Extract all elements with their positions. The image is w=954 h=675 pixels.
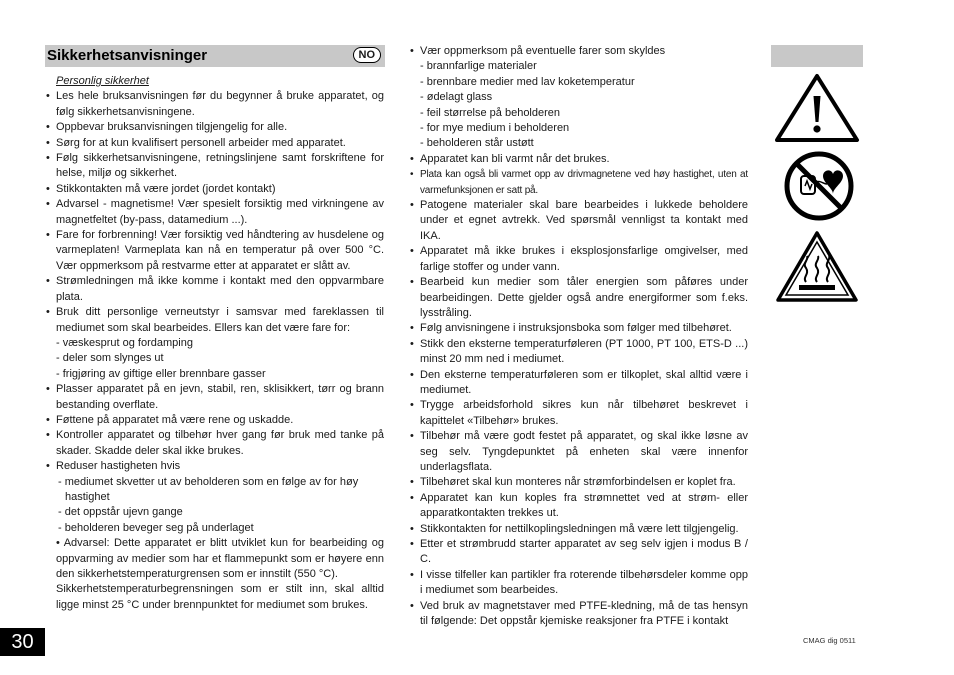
bullet-item: • Les hele bruksanvisningen før du begynner å bruke apparatet, og følg sikkerhetsanvisningene. <box>45 89 384 120</box>
no-pacemaker-icon <box>783 150 855 222</box>
list-item: - frigjøring av giftige eller brennbare gasser <box>56 367 266 380</box>
list-item: - for mye medium i beholderen <box>420 122 570 135</box>
subheading: Personlig sikkerhet <box>56 75 149 87</box>
list-item: - feil størrelse på beholderen <box>420 106 561 119</box>
bullet-item: • Stikk den eksterne temperaturføleren (PT 1000, PT 100, ETS-D ...) minst 20 mm ned i mediumet. <box>409 337 748 368</box>
list-item: hastighet <box>65 490 110 503</box>
right-column <box>409 44 748 629</box>
hot-surface-icon <box>775 230 859 304</box>
warning-icon <box>773 72 861 144</box>
left-column <box>45 74 384 613</box>
section-title: Sikkerhetsanvisninger <box>47 47 208 64</box>
bullet-item: • Følg sikkerhetsanvisningene, retningslinjene samt forskriftene for helse, miljø og sikkerhet. <box>45 151 384 182</box>
bullet-item: • Stikkontakten for nettilkoplingsledningen må være lett tilgjengelig. <box>409 522 748 537</box>
bullet-item: • Reduser hastigheten hvis <box>45 459 384 474</box>
icon-column-header <box>771 45 863 67</box>
bullet-item: • Oppbevar bruksanvisningen tilgjengelig for alle. <box>45 120 384 135</box>
bullet-item: • Kontroller apparatet og tilbehør hver gang før bruk med tanke på skader. Skadde deler skal ikke brukes. <box>45 428 384 459</box>
list-item: - brennbare medier med lav koketemperatur <box>420 75 635 88</box>
bullet-item: • Følg anvisningene i instruksjonsboka som følger med tilbehøret. <box>409 321 748 336</box>
footer-code: CMAG dig 0511 <box>803 636 856 645</box>
bullet-item: • Vær oppmerksom på eventuelle farer som skyldes <box>409 44 748 59</box>
page-number: 30 <box>0 628 45 656</box>
list-item: - deler som slynges ut <box>56 352 164 365</box>
bullet-item: • Plata kan også bli varmet opp av drivmagnetene ved høy hastighet, uten at varmefunksjonen er satt på. <box>409 167 748 198</box>
list-item: - ødelagt glass <box>420 91 493 104</box>
bullet-item: • Den eksterne temperaturføleren som er tilkoplet, skal alltid være i mediumet. <box>409 368 748 399</box>
bullet-item: • Bruk ditt personlige verneutstyr i samsvar med fareklassen til mediumet som skal bearbeides. Ellers kan det være fare for: <box>45 305 384 336</box>
bullet-item: • Advarsel - magnetisme! Vær spesielt forsiktig med virkningene av magnetfeltet (by-pass, datamedium ...). <box>45 197 384 228</box>
bullet-item: • Plasser apparatet på en jevn, stabil, ren, sklisikkert, tørr og brann bestanding overflate. <box>45 382 384 413</box>
list-item: - væskesprut og fordamping <box>56 336 193 349</box>
bullet-item: • Trygge arbeidsforhold sikres kun når tilbehøret beskrevet i kapittelet «Tilbehør» brukes. <box>409 398 748 429</box>
bullet-item: • Tilbehør må være godt festet på apparatet, og skal ikke løsne av seg selv. Tyngdepunktet på enheten skal være innenfor underlagsflata. <box>409 429 748 475</box>
bullet-item: • Stikkontakten må være jordet (jordet kontakt) <box>45 182 384 197</box>
list-item: - mediumet skvetter ut av beholderen som en følge av for høy <box>58 475 359 488</box>
bullet-item: • Ved bruk av magnetstaver med PTFE-kledning, må de tas hensyn til følgende: Det oppstår kjemiske reaksjoner fra PTFE i kontakt <box>409 599 748 630</box>
bullet-item: • Etter et strømbrudd starter apparatet av seg selv igjen i modus B / C. <box>409 537 748 568</box>
list-item: - beholderen står ustøtt <box>420 137 534 150</box>
list-item: - beholderen beveger seg på underlaget <box>58 521 254 534</box>
list-item: • Advarsel: Dette apparatet er blitt utviklet kun for bearbeiding og oppvarming av medier som har et flammepunkt som er høyere enn den sikkerhetstemperaturgrensen som er innstilt (550 °C). <box>56 537 384 580</box>
bullet-item: • Apparatet kan kun koples fra strømnettet ved at strøm- eller apparatkontakten trekkes ut. <box>409 491 748 522</box>
bullet-item: • Sørg for at kun kvalifisert personell arbeider med apparatet. <box>45 136 384 151</box>
language-badge: NO <box>353 47 382 63</box>
bullet-item: • Bearbeid kun medier som tåler energien som påføres under bearbeidingen. Dette gjelder også andre energiformer som f.eks. lysstråling. <box>409 275 748 321</box>
bullet-item: • Fare for forbrenning! Vær forsiktig ved håndtering av husdelene og varmeplaten! Varmeplata kan nå en temperatur på over 500 °C. Vær oppmerksom på restvarme etter at apparatet er slått av. <box>45 228 384 274</box>
bullet-item: • I visse tilfeller kan partikler fra roterende tilbehørsdeler komme opp i mediumet som bearbeides. <box>409 568 748 599</box>
section-header <box>45 45 385 67</box>
list-item: - brannfarlige materialer <box>420 60 537 73</box>
bullet-item: • Føttene på apparatet må være rene og uskadde. <box>45 413 384 428</box>
bullet-item: • Apparatet må ikke brukes i eksplosjonsfarlige omgivelser, med farlige stoffer og under vann. <box>409 244 748 275</box>
bullet-item: • Patogene materialer skal bare bearbeides i lukkede beholdere under et egnet avtrekk. Ved spørsmål vennligst ta kontakt med IKA. <box>409 198 748 244</box>
bullet-item: • Strømledningen må ikke komme i kontakt med den oppvarmbare plata. <box>45 274 384 305</box>
bullet-item: • Apparatet kan bli varmt når det brukes. <box>409 152 748 167</box>
bullet-item: • Tilbehøret skal kun monteres når strømforbindelsen er koplet fra. <box>409 475 748 490</box>
list-item: - det oppstår ujevn gange <box>58 506 183 519</box>
list-item: Sikkerhetstemperaturbegrensningen som er stilt inn, skal alltid ligge minst 25 °C under brennpunktet for mediumet som brukes. <box>56 583 384 611</box>
